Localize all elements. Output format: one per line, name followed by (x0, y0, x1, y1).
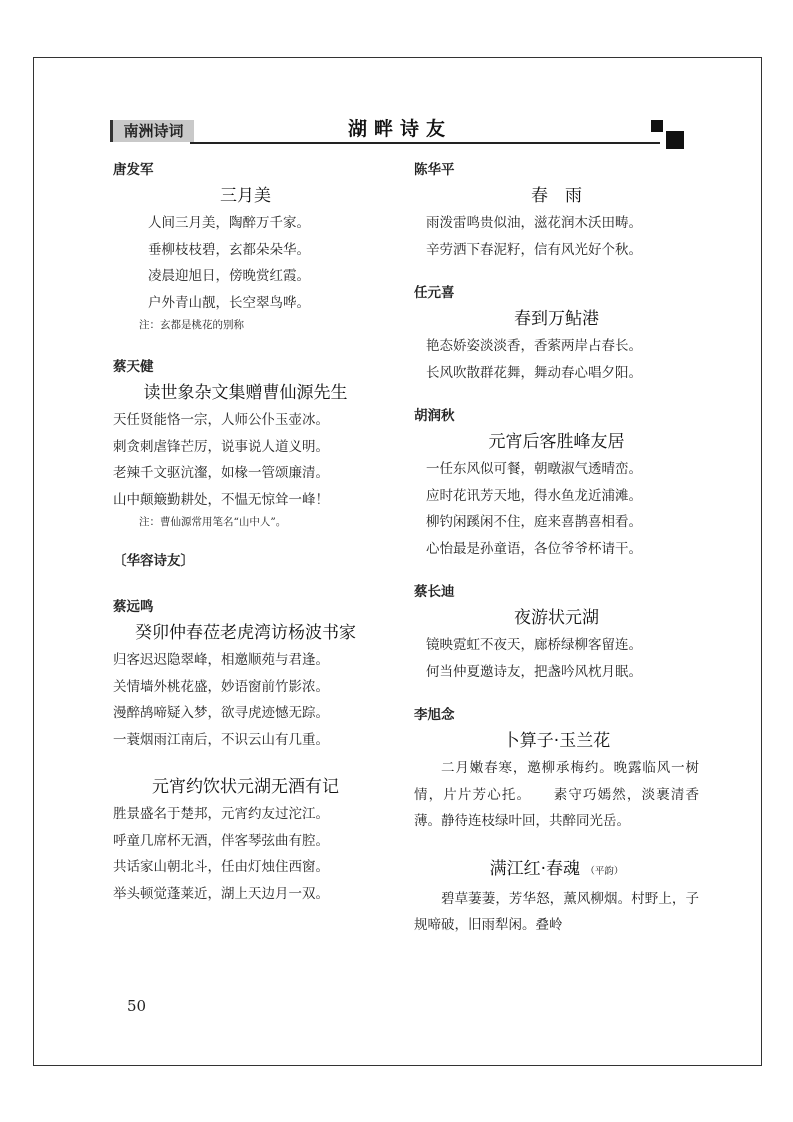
poem-line: 漫醉鸪啼疑入梦，欲寻虎迹憾无踪。 (113, 705, 329, 721)
poem-line: 辛劳洒下春泥籽，信有风光好个秋。 (426, 241, 642, 258)
poem-author: 任元喜 (414, 285, 455, 301)
poem-title: 卜算子·玉兰花 (502, 731, 611, 751)
poem-line: 一蓑烟雨江南后，不识云山有几重。 (113, 731, 329, 748)
poem-title: 元宵后客胜峰友居 (488, 432, 625, 452)
poem-text: 二月嫩春寒，邀柳承梅约。晚露临风一树情，片片芳心托。 素守巧嫣然，淡裹清香薄。静待连枝绿叶回，共醉同光岳。 (414, 760, 699, 829)
poem-title: 春 雨 (531, 186, 582, 206)
poem-text: 碧草萋萋，芳华怒，薰风柳烟。村野上，子规啼破，旧雨犁闲。叠岭 (414, 890, 699, 933)
poem-guimao (113, 597, 378, 753)
poem-line: 举头顿觉蓬莱近，湖上天边月一双。 (113, 885, 329, 902)
poem-author: 李旭念 (414, 707, 455, 723)
left-column (113, 160, 378, 907)
header-rule (190, 142, 660, 144)
poem-line: 老辣千文驱沆瀣，如椽一管颂廉清。 (113, 465, 329, 481)
poem-title: 春到万鲇港 (514, 309, 599, 329)
poem-title: 三月美 (220, 186, 271, 206)
page-title: 湖畔诗友 (347, 118, 452, 140)
poem-note: 注：玄都是桃花的别称 (139, 319, 244, 331)
poem-line: 镜映霓虹不夜天，廊桥绿柳客留连。 (426, 637, 642, 653)
poem-author: 唐发军 (113, 162, 154, 178)
poem-title-text: 满江红·春魂 (489, 858, 580, 879)
poem-title-note: （平韵） (585, 865, 624, 877)
poem-line: 垂柳枝枝碧，玄都朵朵华。 (148, 241, 310, 258)
poem-line: 一任东风似可餐，朝暾淑气透晴峦。 (426, 461, 642, 477)
poem-line: 户外青山靓，长空翠鸟哗。 (148, 294, 310, 311)
poem-manjianghong (414, 857, 699, 939)
poem-line: 归客迟迟隐翠峰，相邀顺苑与君逢。 (113, 652, 329, 668)
poem-line: 凌晨迎旭日，傍晚赏红霞。 (148, 268, 310, 284)
poem-line: 天任贤能恪一宗，人师公仆玉壶冰。 (113, 412, 329, 428)
poem-yeyou (414, 582, 699, 685)
poem-line: 人间三月美，陶醉万千家。 (148, 215, 310, 231)
poem-line: 艳态娇姿淡淡香，香萦两岸占春长。 (426, 338, 642, 354)
poem-author: 陈华平 (414, 162, 455, 178)
poem-line: 山中颠簸勤耕处，不愠无惊耸一峰！ (113, 491, 329, 508)
right-column (414, 160, 699, 939)
poem-du-shixiang (113, 357, 378, 531)
poem-author: 胡润秋 (414, 408, 455, 424)
poem-line: 关情墙外桃花盛，妙语窗前竹影浓。 (113, 678, 329, 695)
poem-title: 癸卯仲春莅老虎湾访杨波书家 (135, 623, 356, 643)
poem-line: 何当仲夏邀诗友，把盏吟风枕月眠。 (426, 663, 642, 680)
poem-line: 心怡最是孙童语，各位爷爷杯请干。 (426, 540, 642, 557)
poem-line: 雨泼雷鸣贵似油，滋花润木沃田畴。 (426, 215, 642, 231)
poem-line: 胜景盛名于楚邦，元宵约友过沱江。 (113, 806, 329, 822)
poem-author: 蔡长迪 (414, 584, 455, 600)
poem-title: 夜游状元湖 (514, 608, 599, 628)
poem-busuanzi (414, 705, 699, 835)
poem-yuanxiaohou (414, 406, 699, 562)
poem-yuanxiao (113, 775, 378, 907)
poem-author: 蔡远鸣 (113, 599, 154, 615)
poem-sanyuemei (113, 160, 378, 334)
poem-line: 应时花讯芳天地，得水鱼龙近浦滩。 (426, 487, 642, 504)
poem-chundao (414, 283, 699, 386)
poem-line: 共话家山朝北斗，任由灯烛住西窗。 (113, 859, 329, 875)
section-tag: 南洲诗词 (110, 120, 194, 142)
group-heading: 〔华容诗友〕 (113, 553, 194, 569)
poem-line: 呼童几席杯无酒，伴客琴弦曲有腔。 (113, 832, 329, 849)
poem-line: 长风吹散群花舞，舞动春心唱夕阳。 (426, 364, 642, 381)
poem-title: 元宵约饮状元湖无酒有记 (152, 777, 339, 797)
page-number: 50 (127, 997, 147, 1015)
poem-note: 注：曹仙源常用笔名“山中人”。 (139, 516, 287, 528)
decor-square-large (666, 131, 684, 149)
poem-title: 读世象杂文集赠曹仙源先生 (143, 383, 348, 403)
poem-author: 蔡天健 (113, 359, 154, 375)
poem-line: 柳钓闲蹊闲不住，庭来喜鹊喜相看。 (426, 514, 642, 530)
poem-title (414, 857, 699, 884)
poem-chunyu (414, 160, 699, 263)
poem-line: 刺贪刺虐锋芒厉，说事说人道义明。 (113, 438, 329, 455)
decor-square-small (651, 120, 663, 132)
